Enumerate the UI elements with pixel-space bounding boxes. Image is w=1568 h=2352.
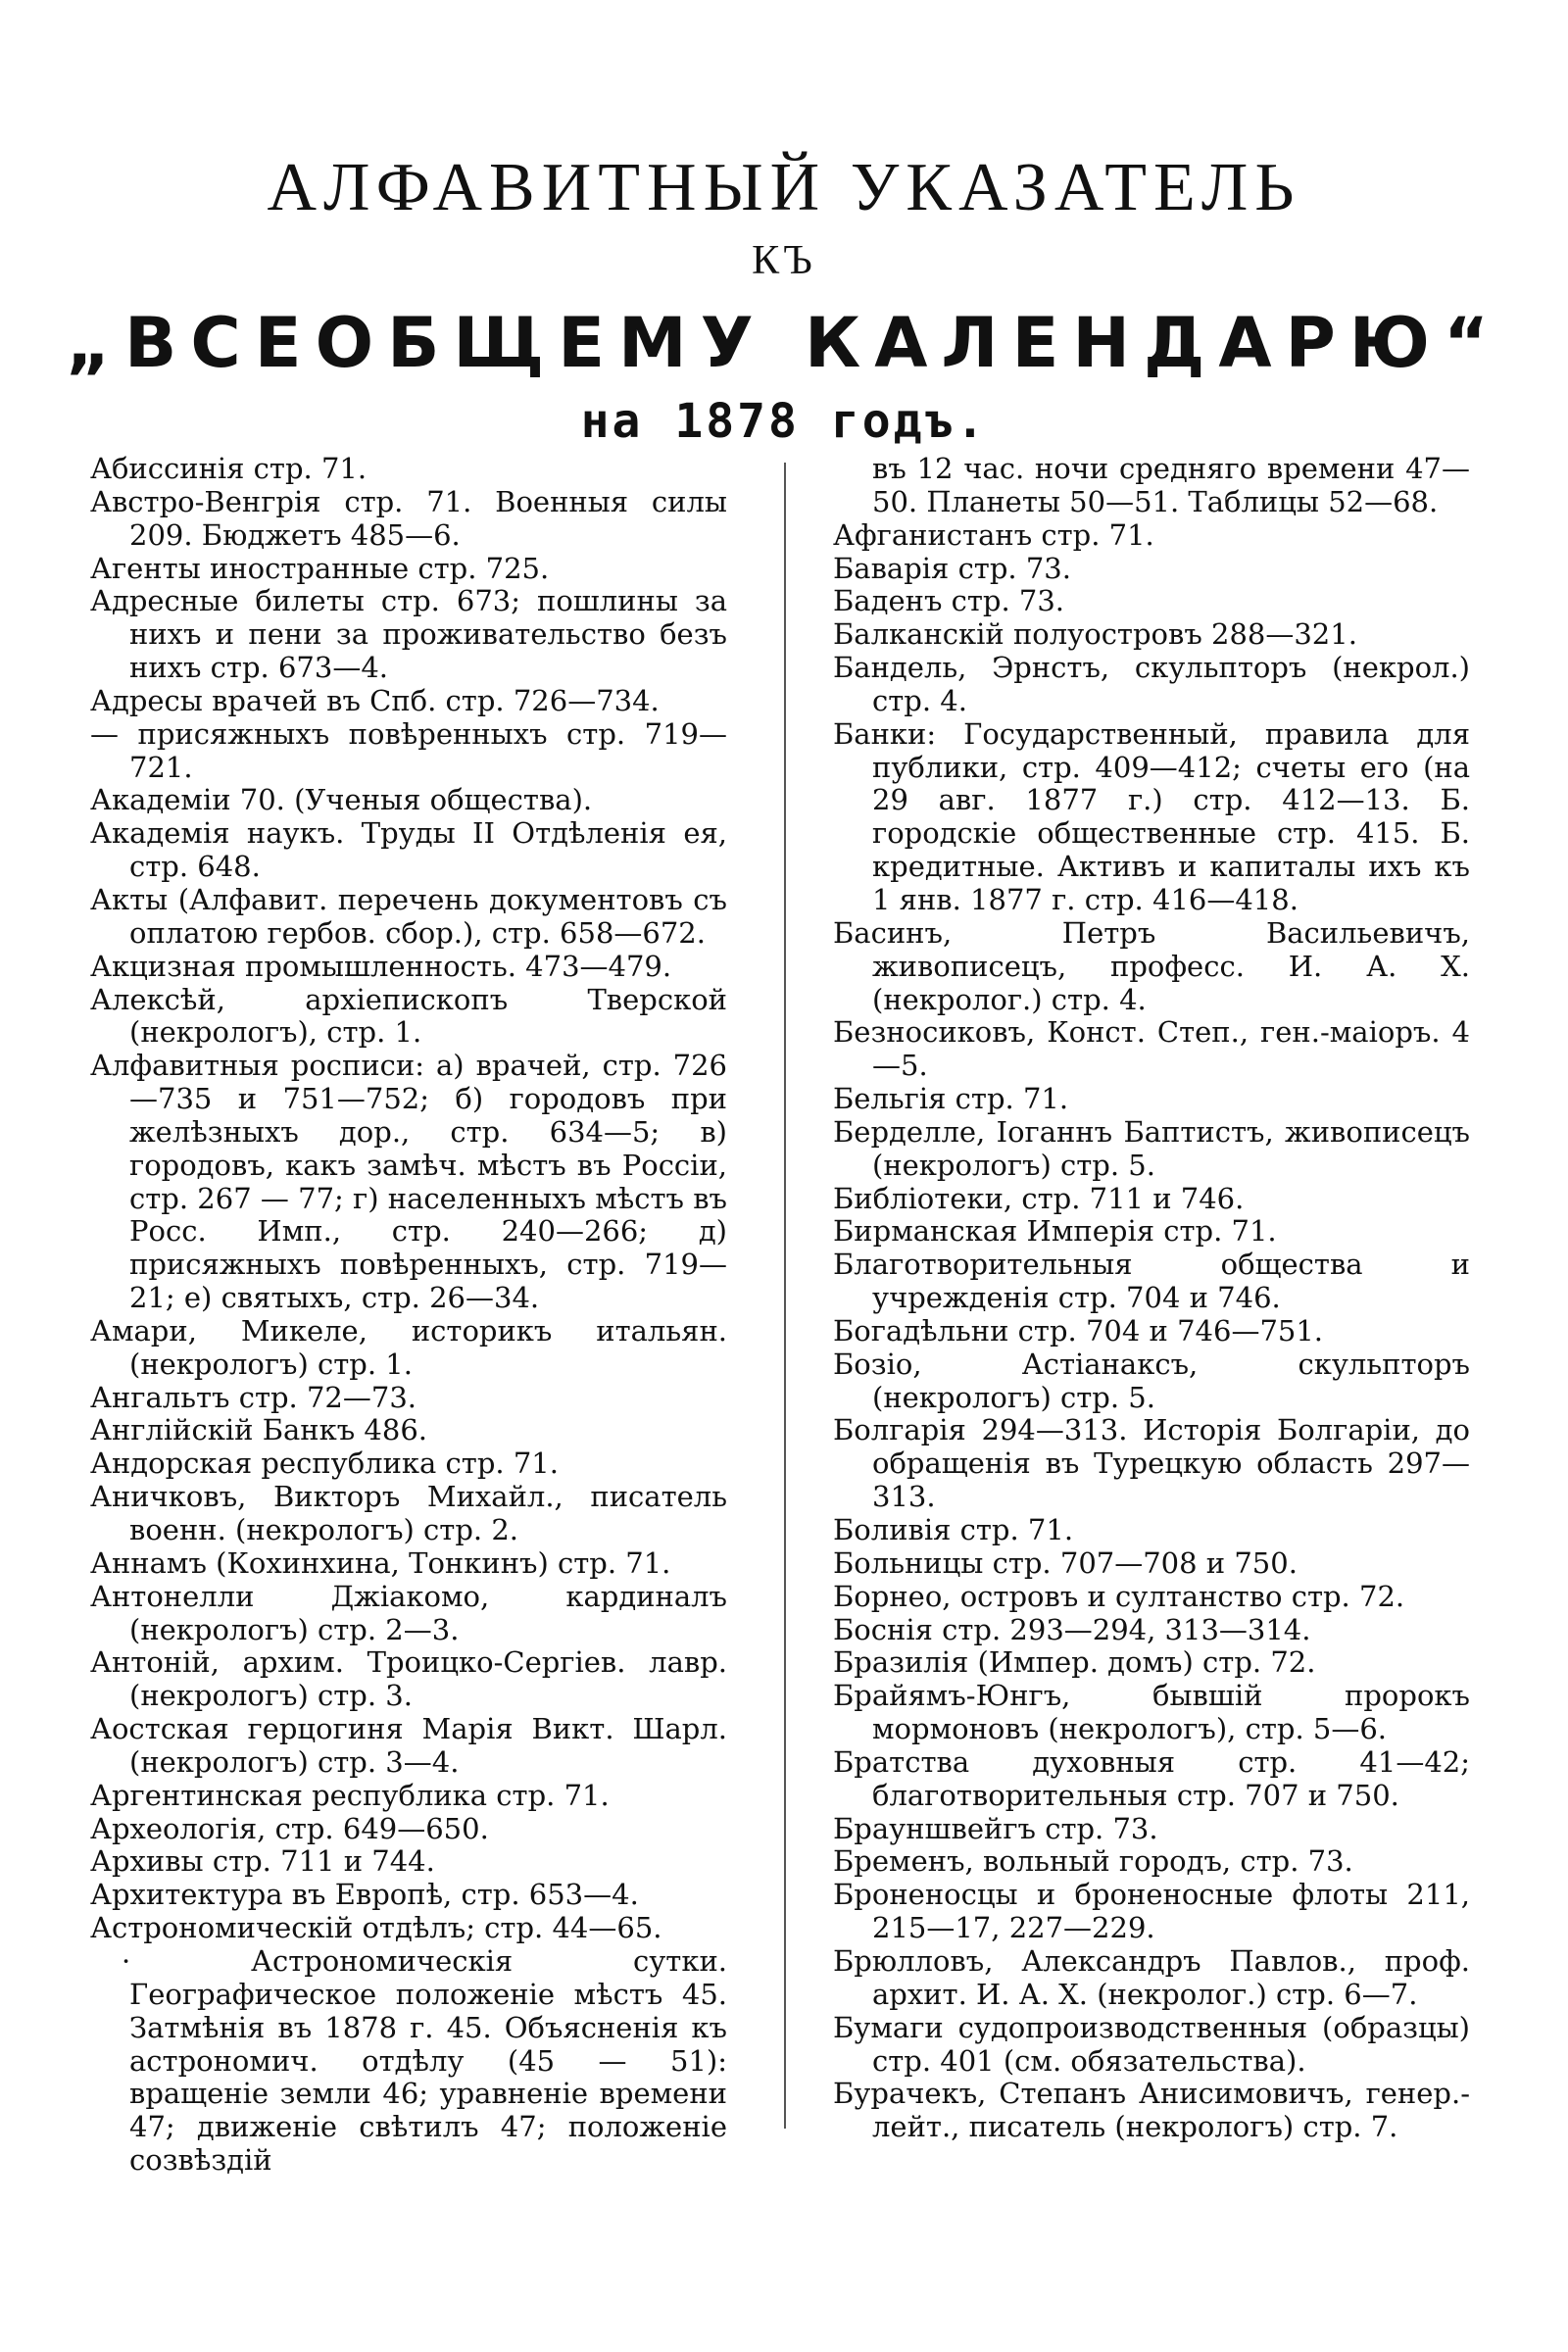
index-entry: Адресные билеты стр. 673; пошлины за нихъ и пени за проживательство безъ нихъ стр. 673—4. — [90, 584, 727, 685]
index-entry: Астрономическій отдѣлъ; стр. 44—65. — [90, 1911, 662, 1945]
index-entry: Безносиковъ, Конст. Степ., ген.-маіоръ. 4—5. — [833, 1015, 1470, 1083]
index-entry: Борнео, островъ и султанство стр. 72. — [833, 1579, 1405, 1613]
index-entry: Агенты иностранные стр. 725. — [90, 551, 550, 585]
index-entry: Архивы стр. 711 и 744. — [90, 1844, 435, 1879]
index-column-left — [90, 453, 727, 2178]
index-entry: Берделле, Іоганнъ Баптистъ, живописецъ (некрологъ) стр. 5. — [833, 1114, 1470, 1182]
index-entry: Бирманская Имперія стр. 71. — [833, 1214, 1277, 1249]
index-column-right — [833, 453, 1470, 2144]
index-entry: Акты (Алфавит. перечень документовъ съ оплатою гербов. сбор.), стр. 658—672. — [90, 882, 727, 950]
index-entry: Бурачекъ, Степанъ Анисимовичъ, генер.-лейт., писатель (некрологъ) стр. 7. — [833, 2077, 1470, 2144]
index-entry: Абиссинія стр. 71. — [90, 452, 368, 485]
index-entry: Баденъ стр. 73. — [833, 584, 1065, 618]
index-entry: въ 12 час. ночи средняго времени 47—50. Планеты 50—51. Таблицы 52—68. — [872, 452, 1470, 518]
index-entry: Амари, Микеле, историкъ итальян. (некрологъ) стр. 1. — [90, 1313, 727, 1381]
index-entry: Брюлловъ, Александръ Павлов., проф. архит. И. А. Х. (некролог.) стр. 6—7. — [833, 1943, 1470, 2011]
index-entry: Бумаги судопроизводственныя (образцы) стр. 401 (см. обязательства). — [833, 2010, 1470, 2078]
index-entry: Баварія стр. 73. — [833, 551, 1071, 585]
index-entry: Броненосцы и броненосные флоты 211, 215—17, 227—229. — [833, 1878, 1470, 1945]
column-divider — [784, 463, 786, 2129]
index-entry: Балканскій полуостровъ 288—321. — [833, 617, 1357, 652]
index-entry: Австро-Венгрія стр. 71. Военныя силы 209. Бюджетъ 485—6. — [90, 484, 727, 552]
index-entry: Бременъ, вольный городъ, стр. 73. — [833, 1844, 1353, 1879]
index-entry: Библіотеки, стр. 711 и 746. — [833, 1181, 1245, 1215]
index-entry: Брайямъ-Юнгъ, бывшій пророкъ мормоновъ (некрологъ), стр. 5—6. — [833, 1679, 1470, 1746]
index-entry: Англійскій Банкъ 486. — [90, 1413, 427, 1447]
index-entry: Богадѣльни стр. 704 и 746—751. — [833, 1313, 1324, 1348]
index-entry: — присяжныхъ повѣренныхъ стр. 719—721. — [90, 716, 727, 784]
index-entry: Братства духовныя стр. 41—42; благотворительныя стр. 707 и 750. — [833, 1744, 1470, 1812]
index-title: АЛФАВИТНЫЙ УКАЗАТЕЛЬ — [267, 150, 1301, 225]
index-entry: Благотворительныя общества и учрежденія стр. 704 и 746. — [833, 1248, 1470, 1315]
index-entry: Археологія, стр. 649—650. — [90, 1811, 489, 1845]
index-entry: Боснія стр. 293—294, 313—314. — [833, 1612, 1311, 1646]
title-preposition: КЪ — [752, 238, 816, 283]
index-entry: · Астрономическія сутки. Географическое положеніе мѣстъ 45. Затмѣнія въ 1878 г. 45. Объясненія къ астрономич. отдѣлу (45 — 51): вращеніе земли 46; уравненіе времени 47; движеніе свѣтилъ 47; положеніе созвѣздій — [122, 1943, 727, 2178]
index-entry: Академія наукъ. Труды II Отдѣленія ея, стр. 648. — [90, 816, 727, 884]
index-entry: Боливія стр. 71. — [833, 1513, 1074, 1546]
index-entry: Аргентинская республика стр. 71. — [90, 1778, 610, 1812]
index-entry: Больницы стр. 707—708 и 750. — [833, 1545, 1298, 1580]
index-entry: Бразилія (Импер. домъ) стр. 72. — [833, 1645, 1316, 1680]
index-entry: Бозіо, Астіанаксъ, скульпторъ (некрологъ) стр. 5. — [833, 1347, 1470, 1414]
index-entry: Антоній, архим. Троицко-Сергіев. лавр. (некрологъ) стр. 3. — [90, 1645, 727, 1713]
index-entry: Бандель, Эрнстъ, скульпторъ (некрол.) стр. 4. — [833, 651, 1470, 717]
index-entry: Басинъ, Петръ Васильевичъ, живописецъ, професс. И. А. Х. (некролог.) стр. 4. — [833, 915, 1470, 1016]
index-entry: Брауншвейгъ стр. 73. — [833, 1811, 1158, 1845]
index-entry: Аничковъ, Викторъ Михайл., писатель военн. (некрологъ) стр. 2. — [90, 1480, 727, 1546]
calendar-year: на 1878 годъ. — [580, 394, 988, 449]
index-entry: Афганистанъ стр. 71. — [833, 517, 1154, 552]
index-entry: Архитектура въ Европѣ, стр. 653—4. — [90, 1878, 639, 1912]
index-entry: Академіи 70. (Ученыя общества). — [90, 783, 593, 817]
index-entry: Ангальтъ стр. 72—73. — [90, 1380, 417, 1414]
index-entry: Бельгія стр. 71. — [833, 1082, 1069, 1116]
index-entry: Адресы врачей въ Спб. стр. 726—734. — [90, 683, 660, 717]
index-entry: Алфавитныя росписи: а) врачей, стр. 726—735 и 751—752; б) городовъ при желѣзныхъ дор., стр. 634—5; в) городовъ, какъ замѣч. мѣстъ въ Россіи, стр. 267 — 77; г) населенныхъ мѣстъ въ Росс. Имп., стр. 240—266; д) присяжныхъ повѣренныхъ, стр. 719—21; е) святыхъ, стр. 26—34. — [90, 1049, 727, 1315]
index-entry: Андорская республика стр. 71. — [90, 1446, 559, 1481]
calendar-name: „ВСЕОБЩЕМУ КАЛЕНДАРЮ“ — [66, 303, 1502, 383]
index-entry: Алексѣй, архіепископъ Тверской (некрологъ), стр. 1. — [90, 982, 727, 1050]
index-entry: Аннамъ (Кохинхина, Тонкинъ) стр. 71. — [90, 1545, 671, 1580]
index-entry: Аостская герцогиня Марія Викт. Шарл. (некрологъ) стр. 3—4. — [90, 1712, 727, 1779]
index-entry: Банки: Государственный, правила для публики, стр. 409—412; счеты его (на 29 авг. 1877 г.) стр. 412—13. Б. городскіе общественные стр. 415. Б. кредитные. Активъ и капиталы ихъ къ 1 янв. 1877 г. стр. 416—418. — [833, 716, 1470, 916]
page-header — [0, 147, 1568, 451]
index-entry: Акцизная промышленность. 473—479. — [90, 949, 672, 983]
index-entry: Антонелли Джіакомо, кардиналъ (некрологъ) стр. 2—3. — [90, 1579, 727, 1646]
index-entry: Болгарія 294—313. Исторія Болгаріи, до обращенія въ Турецкую область 297—313. — [833, 1413, 1470, 1514]
